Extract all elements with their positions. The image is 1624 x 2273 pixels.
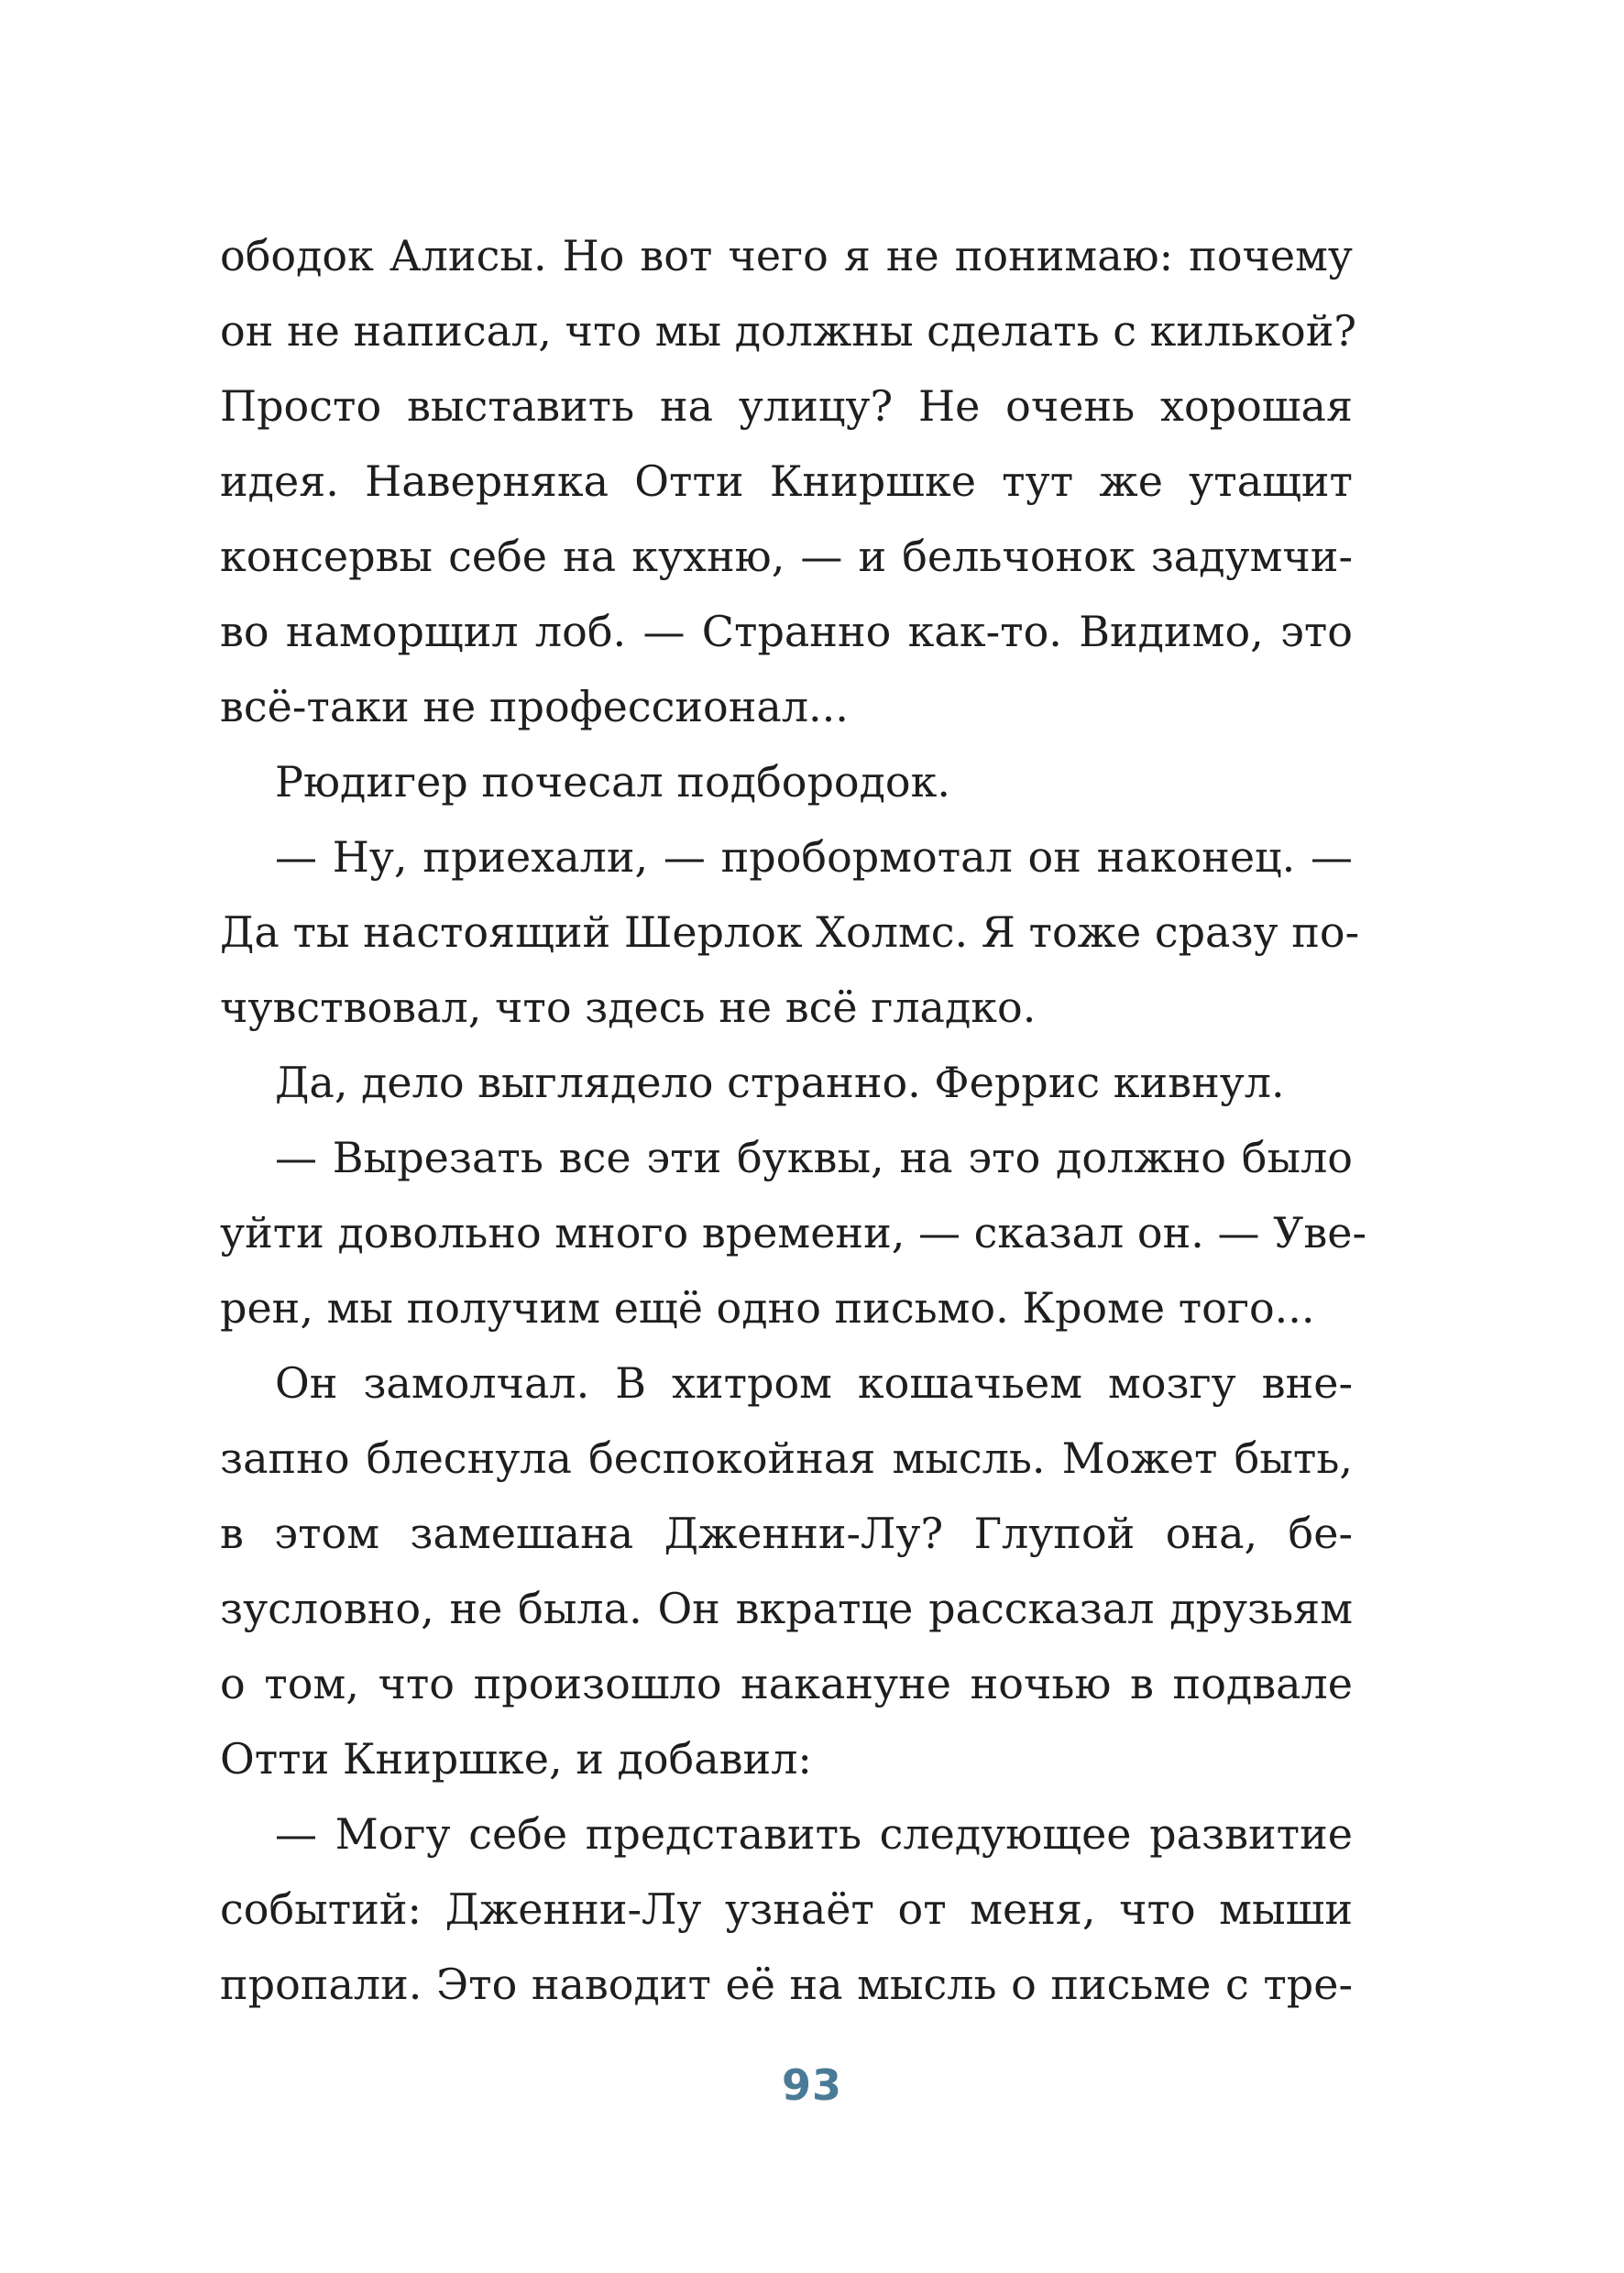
text-line: Да, дело выглядело странно. Феррис кивнул. [275,1058,1285,1107]
text-line: — Вырезать все эти буквы, на это должно было [275,1133,1353,1182]
text-line: о том, что произошло накануне ночью в подвале [220,1659,1353,1708]
text-line: — Могу себе представить следующее развитие [275,1809,1353,1859]
text-line: Рюдигер почесал подбородок. [275,757,950,807]
text-line: событий: Дженни-Лу узнаёт от меня, что мыши [220,1884,1353,1934]
text-line: Он замолчал. В хитром кошачьем мозгу вне- [275,1358,1353,1408]
text-line: ободок Алисы. Но вот чего я не понимаю: почему [220,231,1353,280]
text-line: в этом замешана Дженни-Лу? Глупой она, бе- [220,1509,1353,1558]
text-line: всё-таки не профессионал... [220,682,849,731]
text-line: запно блеснула беспокойная мысль. Может быть, [220,1433,1353,1483]
text-line: уйти довольно много времени, — сказал он. — Уве- [220,1208,1367,1257]
text-line: Просто выставить на улицу? Не очень хорошая [220,381,1353,431]
text-line: Отти Книршке, и добавил: [220,1734,812,1784]
text-line: пропали. Это наводит её на мысль о письме с тре- [220,1960,1353,2009]
text-line: он не написал, что мы должны сделать с килькой? [220,306,1357,356]
text-line: чувствовал, что здесь не всё гладко. [220,983,1037,1032]
text-line: во наморщил лоб. — Странно как-то. Видимо, это [220,607,1353,656]
text-line: идея. Наверняка Отти Книршке тут же утащит [220,456,1353,506]
text-line: — Ну, приехали, — пробормотал он наконец. — [275,832,1353,882]
text-line: зусловно, не была. Он вкратце рассказал друзьям [220,1584,1353,1633]
page-number: 93 [781,2060,842,2110]
text-line: Да ты настоящий Шерлок Холмс. Я тоже сразу по- [220,907,1360,957]
text-line: рен, мы получим ещё одно письмо. Кроме того... [220,1283,1315,1333]
text-line: консервы себе на кухню, — и бельчонок задумчи- [220,532,1353,581]
body-text [220,218,1367,2022]
